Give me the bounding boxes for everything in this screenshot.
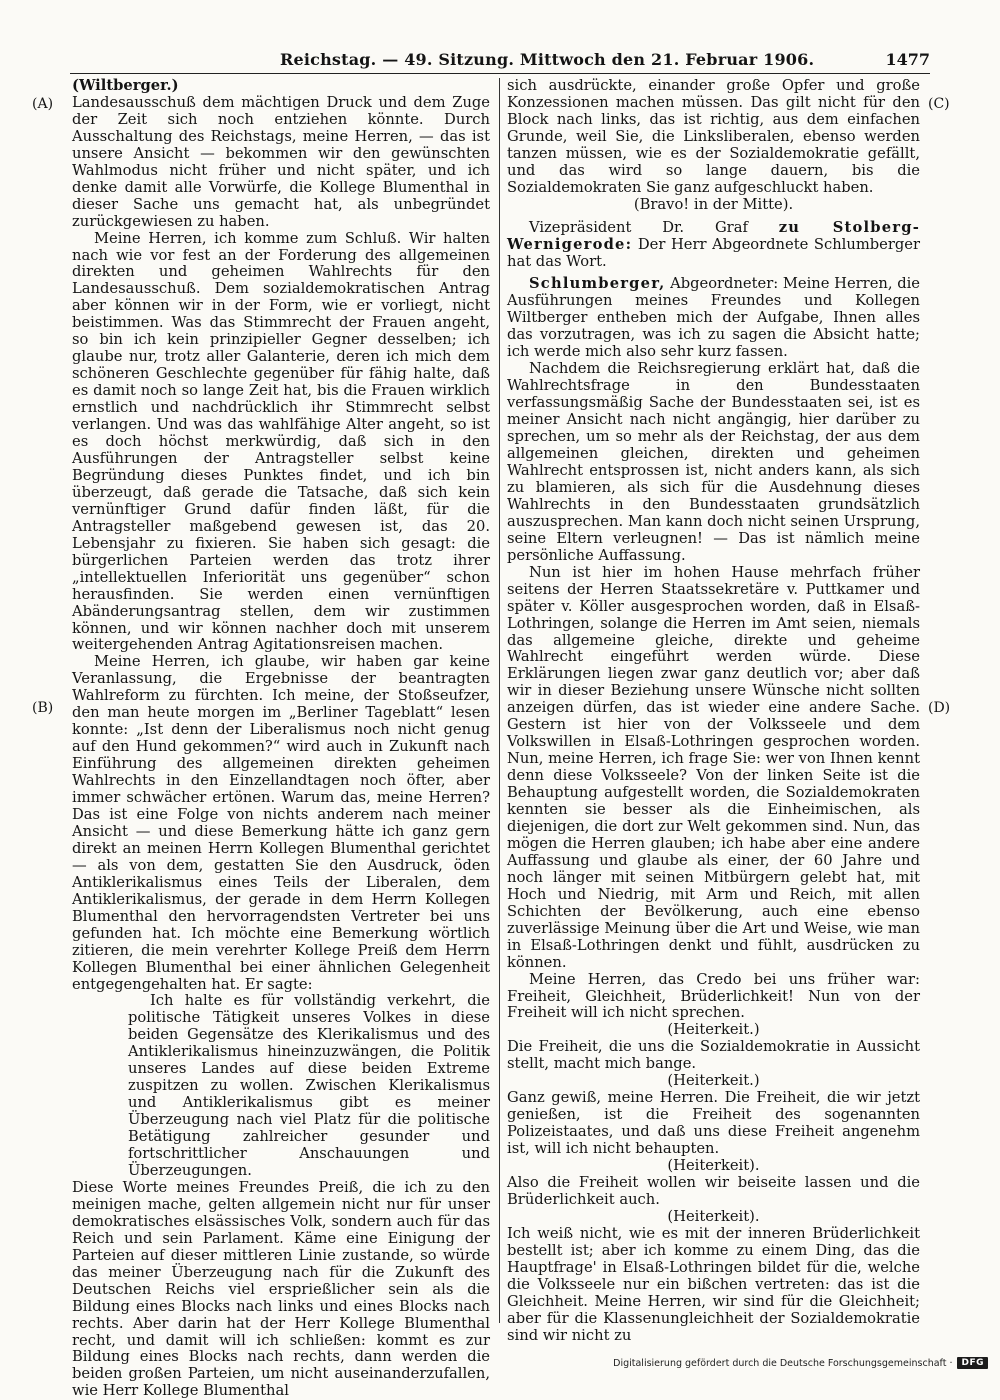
reaction: (Heiterkeit). [667,1157,760,1175]
block-quote: Ich halte es für vollständig verkehrt, die politische Tätigkeit unseres Volkes in diese beiden Gegensätze des Klerikalismus und des Antiklerikalismus hineinzuzwängen, die Politik unseres Landes auf diese beiden Extreme zuspitzen zu wollen. Zwischen Klerikalismus und Antiklerikalismus gibt es meiner Überzeugung nach viel Platz für die politische Betätigung zahlreicher gesunder und fortschrittlicher Anschauungen und Überzeugungen. [128,992,490,1179]
speaker-text: Abgeordneter: Meine Herren, die Ausführungen meines Freundes und Kollegen Wiltberger entheben mich der Aufgabe, Ihnen alles das vorzutragen, was ich zu sagen die Absicht hatte; ich werde mich also sehr kurz fassen. [507,275,920,361]
paragraph: Also die Freiheit wollen wir beiseite lassen und die Brüderlichkeit auch. [507,1174,920,1208]
paragraph: Meine Herren, ich komme zum Schluß. Wir halten nach wie vor fest an der Forderung des allgemeinen direkten und geheimen Wahlrechts für den Landesausschuß. Dem sozialdemokratischen Antrag aber können wir in der Form, wie er vorliegt, nicht beistimmen. Was das Stimmrecht der Frauen angeht, so bin ich kein prinzipieller Gegner desselben; ich glaube nur, trotz aller Galanterie, deren ich mich dem schöneren Geschlechte gegenüber für fähig halte, daß es damit noch so lange Zeit hat, bis die Frauen wirklich ernstlich und nachdrücklich ihr Stimmrecht selbst verlangen. Und was das wahlfähige Alter angeht, so ist es doch höchst merkwürdig, daß sich in den Ausführungen der Antragsteller selbst keine Begründung dieses Punktes findet, und ich bin überzeugt, daß gerade die Tatsache, daß sich kein vernünftiger Grund dafür finden läßt, für die Antragsteller maßgebend gewesen ist, das 20. Lebensjahr zu fixieren. Sie haben sich gesagt: die bürgerlichen Parteien werden das trotz ihrer „intellektuellen Inferiorität uns gegenüber“ schon herausfinden. Sie werden einen vernünftigen Abänderungsantrag stellen, dem wir zustimmen können, und wir können nachher doch mit unserem weitergehenden Antrag Agitationsreisen machen. [72,229,490,654]
vp-name: zu Stolberg-Wernigerode: [507,218,920,253]
column-divider [499,78,500,1323]
margin-label-b: (B) [32,700,54,716]
paragraph: Diese Worte meines Freundes Preiß, die ich zu den meinigen mache, gelten allgemein nicht nur für unser demokratisches elsässisches Volk, sondern auch für das Reich und sein Parlament. Käme eine Einigung der Parteien auf dieser mittleren Linie zustande, so würde das meiner Überzeugung nach für die Zukunft des Deutschen Reichs viel ersprießlicher sein als die Bildung eines Blocks nach links und eines Blocks nach rechts. Aber darin hat der Herr Kollege Blumenthal recht, und damit will ich schließen: kommt es zur Bildung eines Blocks nach rechts, dann werden die beiden großen Parteien, um nicht auseinanderzufallen, wie Herr Kollege Blumenthal [72,1178,490,1400]
reaction: (Bravo! in der Mitte). [633,195,794,213]
reaction: (Heiterkeit). [667,1207,760,1225]
speaker-statement [507,276,920,361]
margin-label-d: (D) [928,700,951,716]
vp-prefix: Vizepräsident Dr. Graf [529,218,748,236]
reaction: (Heiterkeit.) [667,1021,760,1039]
right-column [507,77,920,1344]
margin-label-c: (C) [928,96,950,112]
paragraph: sich ausdrückte, einander große Opfer und große Konzessionen machen müssen. Das gilt nicht für den Block nach links, das ist richtig, aus dem einfachen Grunde, weil Sie, die Linksliberalen, ebenso werden tanzen müssen, wie es der Sozialdemokratie gefällt, und das wird so lange dauern, bis die Sozialdemokraten Sie ganz aufgeschluckt haben. [507,77,920,196]
paragraph: Ich weiß nicht, wie es mit der inneren Brüderlichkeit bestellt ist; aber ich komme zu einem Ding, das die Hauptfrage' in Elsaß-Lothringen bildet für die, welche die Volksseele nur ein bißchen vertreten: das ist die Gleichheit. Meine Herren, wir sind für die Gleichheit; aber für die Klassenungleichheit der Sozialdemokratie sind wir nicht zu [507,1224,920,1344]
reaction: (Heiterkeit.) [667,1072,760,1090]
digitization-footer [613,1357,988,1369]
paragraph: Die Freiheit, die uns die Sozialdemokratie in Aussicht stellt, macht mich bange. [507,1038,920,1073]
page-header [70,48,930,74]
paragraph: Meine Herren, ich glaube, wir haben gar keine Veranlassung, die Ergebnisse der beantragten Wahlreform zu fürchten. Ich meine, der Stoßseufzer, den man heute morgen im „Berliner Tageblatt“ lesen konnte: „Ist denn der Liberalismus noch nicht genug auf den Hund gekommen?“ wird auch in Zukunft nach Einführung des allgemeinen direkten geheimen Wahlrechts in den Einzellandtagen noch öfter, aber immer schwächer ertönen. Warum das, meine Herren? Das ist eine Folge von nichts anderem nach meiner Ansicht — und diese Bemerkung hätte ich ganz gern direkt an meinen Herrn Kollegen Blumenthal gerichtet — als von dem, gestatten Sie den Ausdruck, öden Antiklerikalismus eines Teils der Liberalen, dem Antiklerikalismus, der gerade in dem Herrn Kollegen Blumenthal den hervorragendsten Vertreter bei uns gefunden hat. Ich möchte eine Bemerkung wörtlich zitieren, die mein verehrter Kollege Preiß dem Herrn Kollegen Blumenthal bei einer ähnlichen Gelegenheit entgegengehalten hat. Er sagte: [72,653,490,993]
speaker-tag: (Wiltberger.) [72,77,179,94]
margin-label-a: (A) [32,96,54,112]
paragraph: Meine Herren, das Credo bei uns früher war: Freiheit, Gleichheit, Brüderlichkeit! Nun von der Freiheit will ich nicht sprechen. [507,970,920,1022]
vp-text: Der Herr Abgeordnete Schlumberger hat das Wort. [507,235,920,270]
vice-president-statement [507,220,920,271]
dfg-logo: DFG [957,1357,988,1369]
running-title: Reichstag. — 49. Sitzung. Mittwoch den 21. Februar 1906. [280,50,815,69]
paragraph: Nun ist hier im hohen Hause mehrfach früher seitens der Herren Staatssekretäre v. Puttkamer und später v. Köller ausgesprochen worden, daß in Elsaß-Lothringen, solange die Herren im Amt seien, niemals das allgemeine gleiche, direkte und geheime Wahlrecht eingeführt werden würde. Diese Erklärungen liegen zwar ganz deutlich vor; aber daß wir in dieser Beziehung unsere Wünsche nicht sollten anzeigen dürfen, das ist wieder eine andere Sache. Gestern ist hier von der Volksseele und dem Volkswillen in Elsaß-Lothringen gesprochen worden. Nun, meine Herren, ich frage Sie: wer von Ihnen kennt denn diese Volksseele? Von der linken Seite ist die Behauptung aufgestellt worden, die Sozialdemokraten kennten sie besser als die Einheimischen, als diejenigen, die dort zur Welt gekommen sind. Nun, das mögen die Herren glauben; ich habe aber eine andere Auffassung und glaube als einer, der 60 Jahre und noch länger mit seinen Mitbürgern gelebt hat, mit Hoch und Niedrig, mit Arm und Reich, mit allen Schichten der Bevölkerung, auch eine ebenso zuverlässige Meinung über die Art und Weise, wie man in Elsaß-Lothringen denkt und fühlt, ausdrücken zu können. [507,563,920,971]
paragraph: Landesausschuß dem mächtigen Druck und dem Zuge der Zeit sich noch entziehen könnte. Durch Ausschaltung des Reichstags, meine Herren, — das ist unsere Ansicht — bekommen wir den gewünschten Wahlmodus nicht früher und nicht später, und ich denke damit alle Vorwürfe, die Kollege Blumenthal in dieser Sache uns gemacht hat, als unbegründet zurückgewiesen zu haben. [72,93,490,230]
paragraph: Ganz gewiß, meine Herren. Die Freiheit, die wir jetzt genießen, ist die Freiheit des sogenannten Polizeistaates, und daß uns diese Freiheit angenehm ist, will ich nicht behaupten. [507,1089,920,1158]
speaker-name: Schlumberger, [529,275,666,293]
left-column [72,77,490,1400]
footer-text: Digitalisierung gefördert durch die Deutsche Forschungsgemeinschaft · [613,1357,953,1369]
paragraph: Nachdem die Reichsregierung erklärt hat, daß die Wahlrechtsfrage in den Bundesstaaten verfassungsmäßig Sache der Bundesstaaten sei, ist es meiner Ansicht nach nicht angängig, hier darüber zu sprechen, um so mehr als der Reichstag, der aus dem allgemeinen gleichen, direkten und geheimen Wahlrecht entsprossen ist, nicht anders kann, als sich zu blamieren, als sich für die Ausdehnung dieses Wahlrechts in den Bundesstaaten grundsätzlich auszusprechen. Man kann doch nicht seinen Ursprung, seine Eltern verleugnen! — Das ist nämlich meine persönliche Auffassung. [507,360,920,564]
page-number: 1477 [885,50,930,69]
